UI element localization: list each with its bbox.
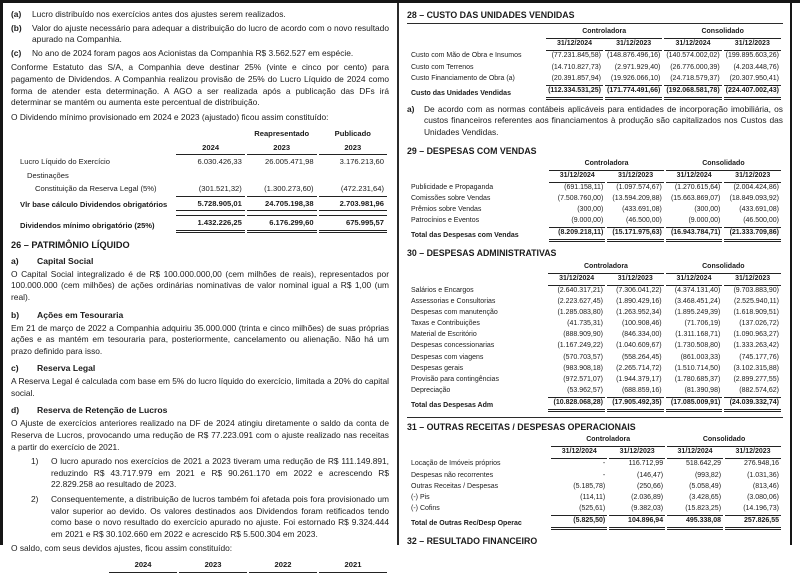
cell-value: (1.333.263,42) — [733, 342, 779, 350]
table-row — [409, 330, 781, 341]
cell-value: (4.203.448,76) — [733, 63, 779, 71]
cell-value: (9.703.883,90) — [733, 286, 779, 294]
group-header-row — [409, 27, 781, 39]
section-31-title: 31 – OUTRAS RECEITAS / DESPESAS OPERACIONAIS — [407, 417, 783, 432]
group-header-row — [17, 127, 387, 140]
fin-table — [407, 435, 783, 530]
cell-value: (472.231,64) — [340, 184, 384, 194]
cell-value: (1.040.609,67) — [616, 342, 662, 350]
table-row — [409, 74, 781, 85]
cell-value: (250,66) — [637, 482, 664, 490]
cell-value: (2.004.424,86) — [733, 183, 779, 191]
group-header: Consolidado — [666, 261, 781, 273]
table-row — [409, 515, 781, 530]
cell-value: 675.995,57 — [319, 215, 387, 232]
section-32-title: 32 – RESULTADO FINANCEIRO — [407, 536, 538, 547]
cell-value: (10.828.068,28) — [548, 397, 605, 412]
table-row — [409, 85, 781, 100]
row-label — [409, 447, 549, 459]
subsection-b-heading — [11, 310, 389, 320]
cell-value: (41.735,31) — [567, 320, 603, 328]
cell-value: (1.311.168,71) — [675, 331, 721, 339]
list-marker: (a) — [11, 9, 22, 19]
row-label: Dividendos mínimo obrigatório (25%) — [20, 221, 155, 231]
row-label: Despesas concessionarias — [411, 342, 495, 350]
cell-value: (1.263.952,34) — [616, 309, 662, 317]
table-row — [409, 297, 781, 308]
group-header: Consolidado — [666, 159, 781, 171]
column-header: 31/12/2023 — [724, 39, 781, 51]
row-label: Publicidade e Propaganda — [411, 183, 494, 191]
cell-value: (5.058,49) — [689, 482, 722, 490]
row-label: Custo com Terrenos — [411, 63, 474, 71]
column-header-row — [409, 39, 781, 51]
row-label: Despesas com viagens — [411, 353, 484, 361]
cell-value: (691.158,11) — [564, 183, 604, 191]
cell-value: (137.026,72) — [739, 320, 779, 328]
row-label: Locação de Imóveis próprios — [411, 460, 501, 468]
group-header: Controladora — [548, 261, 663, 273]
row-label: (-) Pis — [411, 493, 430, 501]
cell-value: 116.712,99 — [628, 460, 664, 468]
column-header-row — [409, 171, 781, 183]
paragraph-dividendo-minimo: O Dividendo mínimo provisionado em 2024 e 2023 (ajustado) ficou assim constituído: — [11, 111, 329, 122]
subsection-a-paragraph: O Capital Social integralizado é de R$ 100.000.000,00 (cem milhões de reais), representados por 100.000.000 (cem milhões) de ações ordinárias nominativas de valor nominal igual a R$ 1,00 (um real). — [11, 268, 389, 302]
column-header: 2021 — [319, 558, 387, 572]
cell-value: (3.102.315,88) — [733, 364, 779, 372]
cell-value: (24.718.579,37) — [670, 74, 720, 82]
cell-value: (171.774.491,66) — [605, 85, 662, 100]
subsection-d-heading — [11, 405, 389, 415]
column-header: 2023 — [179, 558, 247, 572]
cell-value: (53.962,57) — [567, 386, 603, 394]
cell-value: (813,46) — [752, 482, 779, 490]
table-row — [409, 482, 781, 493]
column-header: 2023 — [247, 141, 317, 155]
column-header-row — [17, 558, 387, 572]
row-label — [409, 39, 544, 51]
row-label: Provisão para contingências — [411, 375, 499, 383]
list-text: O lucro apurado nos exercícios de 2021 a 2023 tiveram uma redução de R$ 111.149.891, reduzindo R$ 43.717.979 em 2021 e R$ 90.261.170 em 2022 e acrescendo R$ 22.829.258 ao resultado de 2023. — [51, 456, 389, 490]
cell-value: 24.705.198,38 — [247, 196, 317, 211]
cell-value: (4.374.131,40) — [674, 286, 721, 294]
cell-value: (1.730.508,80) — [674, 342, 721, 350]
column-header: 31/12/2023 — [724, 171, 781, 183]
cell-value: (199.895.603,26) — [725, 52, 779, 60]
cell-value: (3.468.451,24) — [674, 297, 721, 305]
row-label: Assessorias e Consultorias — [411, 297, 496, 305]
row-label — [409, 274, 546, 286]
left-column — [3, 3, 399, 570]
cell-value: (846.334,00) — [621, 331, 662, 339]
table-row — [409, 504, 781, 515]
section-28-note — [407, 104, 783, 139]
cell-value — [247, 169, 317, 182]
subsection-marker: c) — [11, 363, 19, 374]
table-row — [17, 182, 387, 195]
cell-value: (300,00) — [577, 206, 604, 214]
cell-value: (2.640.317,21) — [557, 286, 603, 294]
group-header-row — [409, 435, 781, 447]
fin-table — [15, 127, 389, 232]
row-label — [409, 27, 544, 39]
group-header — [176, 127, 244, 140]
table-row — [409, 51, 781, 62]
cell-value: (2.223.627,45) — [557, 297, 603, 305]
row-label: Total de Outras Rec/Desp Operac — [411, 520, 522, 528]
cell-value: (46.500,00) — [743, 217, 779, 225]
cell-value: 276.948,16 — [743, 460, 779, 468]
column-header: 2024 — [176, 141, 244, 155]
column-header: 31/12/2023 — [609, 447, 665, 459]
despesas-administrativas-table — [407, 261, 783, 412]
cell-value: 2.703.981,96 — [319, 196, 387, 211]
cell-value: (148.876.496,16) — [607, 52, 661, 60]
cell-value: (2.265.714,72) — [616, 364, 662, 372]
section-30-title: 30 – DESPESAS ADMINISTRATIVAS — [407, 248, 557, 259]
table-row — [409, 286, 781, 297]
cell-value: (1.167.249,22) — [557, 342, 603, 350]
cell-value: 257.826,55 — [725, 515, 781, 530]
cell-value: 518.642,29 — [685, 460, 722, 468]
subsection-a-heading — [11, 256, 389, 266]
table-row — [17, 155, 387, 168]
cell-value: (688.859,16) — [621, 386, 662, 394]
row-label — [409, 159, 547, 171]
cell-value: (7.306.041,22) — [616, 286, 662, 294]
cell-value: (745.177,76) — [739, 353, 779, 361]
cell-value: 3.176.213,60 — [339, 157, 384, 167]
cell-value: (1.780.685,37) — [674, 375, 721, 383]
row-label — [409, 171, 547, 183]
cell-value: (861.003,33) — [680, 353, 721, 361]
row-label: Salários e Encargos — [411, 286, 474, 294]
cell-value: (8.209.218,11) — [549, 227, 605, 242]
table-row — [409, 375, 781, 386]
row-label: Destinações — [27, 170, 69, 180]
cell-value: (972.571,07) — [563, 375, 603, 383]
cell-value: (100.908,46) — [621, 320, 662, 328]
cell-value: (1.270.615,64) — [674, 183, 721, 191]
cell-value: (13.594.209,88) — [612, 195, 662, 203]
cell-value: (26.776.000,39) — [670, 63, 720, 71]
row-label: Material de Escritório — [411, 331, 477, 339]
table-row — [409, 319, 781, 330]
subsection-marker: d) — [11, 405, 20, 416]
cell-value: (1.890.429,16) — [616, 297, 662, 305]
column-header: 31/12/2024 — [546, 39, 603, 51]
group-header: Publicado — [334, 129, 371, 139]
column-header: 31/12/2023 — [725, 447, 781, 459]
table-row — [409, 216, 781, 227]
cell-value: (2.036,89) — [631, 493, 664, 501]
cell-value: (5.825,50) — [551, 515, 607, 530]
cell-value: (1.031,36) — [747, 471, 779, 479]
list-marker: 1) — [31, 456, 39, 467]
cell-value: (1.097.574,67) — [616, 183, 662, 191]
subsection-title: Ações em Tesouraria — [37, 309, 124, 320]
group-header: Consolidado — [664, 27, 781, 39]
row-label: Total das Despesas Adm — [411, 402, 494, 410]
list-text: Lucro distribuído nos exercícios antes dos ajustes serem realizados. — [32, 9, 286, 19]
subsection-marker: a) — [11, 255, 19, 266]
paragraph-estatuto: Conforme Estatuto das S/A, a Companhia deve destinar 25% (vinte e cinco por cento) para pagamento de Dividendos. A Companhia realizou provisão de 25% do Lucro Líquido de 2024 como forma de atender esta determinação. A AGO a ser realizada após a publicação das DFs irá determinar se mantém ou aumenta este percentual de distribuição. — [11, 62, 389, 108]
cell-value: (140.574.002,02) — [666, 52, 720, 60]
cell-value: (20.307.950,41) — [729, 74, 779, 82]
cell-value: (15.823,25) — [685, 504, 722, 512]
row-label — [17, 558, 107, 572]
cell-value: 6.030.426,33 — [197, 157, 242, 167]
numbered-item-2 — [31, 494, 389, 540]
table-row — [409, 470, 781, 481]
group-header: Controladora — [549, 159, 664, 171]
column-header: 31/12/2023 — [607, 171, 664, 183]
cell-value: (18.849.093,92) — [729, 195, 779, 203]
row-label: Constituição da Reserva Legal (5%) — [35, 184, 157, 194]
cell-value: (5.185,78) — [573, 482, 606, 490]
column-header: 31/12/2024 — [664, 39, 721, 51]
cell-value: (21.333.709,86) — [724, 227, 781, 242]
cell-value: (1.618.909,51) — [733, 309, 779, 317]
column-header: 31/12/2024 — [549, 171, 605, 183]
row-label: Depreciação — [411, 386, 451, 394]
table-row — [409, 459, 781, 470]
cell-value — [176, 169, 244, 182]
cell-value — [319, 169, 387, 182]
subsection-c-paragraph: A Reserva Legal é calculada com base em 5% do lucro líquido do exercício, limitada a 20% do capital social. — [11, 376, 389, 398]
cell-value: (17.905.492,35) — [607, 397, 664, 412]
column-header-row — [409, 447, 781, 459]
group-header: Controladora — [546, 27, 662, 39]
list-marker: (c) — [11, 47, 22, 58]
cell-value: (24.039.332,74) — [724, 397, 781, 412]
row-label: Vlr base cálculo Dividendos obrigatórios — [20, 199, 168, 209]
subsection-b-paragraph: Em 21 de março de 2022 a Companhia adquiriu 35.000.000 (trinta e cinco milhões) de suas próprias ações e as mantém em tesouraria para, posteriormente, cancelamento ou alienação. Não há um prazo definido para isso. — [11, 322, 389, 356]
cell-value: (1.090.963,27) — [733, 331, 779, 339]
right-column — [399, 3, 792, 545]
cell-value: 6.176.299,60 — [247, 215, 317, 232]
column-header: 31/12/2023 — [605, 39, 662, 51]
despesas-com-vendas-table — [407, 159, 783, 243]
cell-value: (15.171.975,63) — [607, 227, 664, 242]
cell-value: (1.895.249,39) — [674, 309, 721, 317]
cell-value: (1.285.083,80) — [557, 309, 603, 317]
cell-value: (9.000,00) — [688, 217, 721, 225]
numbered-item-1 — [31, 456, 389, 491]
years-header-table — [15, 558, 389, 572]
row-label: Despesas gerais — [411, 364, 464, 372]
fin-table — [407, 261, 783, 412]
custo-unidades-vendidas-table — [407, 27, 783, 100]
list-marker: (b) — [11, 22, 22, 33]
table-row — [409, 493, 781, 504]
cell-value: (1.944.379,17) — [616, 375, 662, 383]
table-row — [409, 62, 781, 73]
cell-value: (983.908,18) — [563, 364, 603, 372]
cell-value: - — [602, 460, 606, 468]
group-header: Controladora — [551, 435, 665, 447]
list-item-c — [11, 48, 389, 60]
fin-table — [407, 27, 783, 100]
cell-value: (9.382,03) — [631, 504, 664, 512]
cell-value: (993,82) — [694, 471, 722, 479]
table-row — [409, 194, 781, 205]
cell-value: (46.500,00) — [626, 217, 662, 225]
list-marker: a) — [407, 103, 415, 114]
cell-value: (114,11) — [580, 493, 606, 501]
table-row — [409, 205, 781, 216]
group-header-row — [409, 159, 781, 171]
cell-value: (2.971.929,40) — [614, 63, 661, 71]
row-label: Taxas e Contribuições — [411, 320, 480, 328]
cell-value: - — [602, 471, 606, 479]
cell-value: (192.068.581,78) — [664, 85, 721, 100]
column-header: 31/12/2023 — [607, 274, 664, 286]
row-label: Custo Financiamento de Obra (a) — [411, 74, 515, 82]
cell-value: 495.338,08 — [667, 515, 723, 530]
row-label: Custo das Unidades Vendidas — [411, 89, 511, 97]
paragraph-saldo: O saldo, com seus devidos ajustes, ficou assim constituído: — [11, 543, 233, 554]
column-header-row — [17, 141, 387, 155]
row-label — [409, 261, 546, 273]
fin-table — [407, 159, 783, 243]
subsection-title: Reserva Legal — [37, 363, 96, 374]
table-row — [409, 308, 781, 319]
cell-value: (112.334.531,25) — [546, 85, 603, 100]
section-26-title: 26 – PATRIMÔNIO LÍQUIDO — [11, 239, 130, 250]
row-label: Custo com Mão de Obra e Insumos — [411, 52, 522, 60]
cell-value: (20.391.857,94) — [551, 74, 601, 82]
table-row — [409, 183, 781, 194]
list-text: Valor do ajuste necessário para adequar a distribuição do lucro de acordo com o novo resultado apurado na Companhia. — [32, 22, 389, 45]
cell-value: 104.896,94 — [609, 515, 665, 530]
table-row — [409, 386, 781, 397]
row-label: Comissões sobre Vendas — [411, 195, 491, 203]
cell-value: (16.943.784,71) — [666, 227, 723, 242]
column-header: 31/12/2024 — [667, 447, 723, 459]
list-text: Consequentemente, a distribuição de lucros também foi afetada pois fora provisionado um valor superior ao devido. Os valores destinados aos Dividendos foram retificados tendo como base o novo resultado do exercício apurado no ajuste. Foi estornado R$ 9.324.444 em 2021 e R$ 30.102.660 em 2022 e acrescido R$ 5.500.304 em 2023. — [51, 494, 389, 539]
column-header: 2023 — [319, 141, 387, 155]
row-label: Prêmios sobre Vendas — [411, 206, 482, 214]
cell-value: 5.728.905,01 — [176, 196, 244, 211]
column-header: 31/12/2024 — [666, 171, 723, 183]
cell-value: (1.510.714,50) — [674, 364, 721, 372]
cell-value: (81.390,98) — [684, 386, 721, 394]
page-right-margin — [792, 3, 800, 545]
table-row — [17, 169, 387, 182]
section-29-title: 29 – DESPESAS COM VENDAS — [407, 145, 537, 156]
cell-value: (2.899.277,55) — [733, 375, 779, 383]
cell-value: (19.926.066,10) — [610, 74, 661, 82]
table-row — [409, 341, 781, 352]
column-header: 2024 — [109, 558, 177, 572]
table-row — [409, 352, 781, 363]
cell-value: (15.663.869,07) — [670, 195, 721, 203]
subsection-d-paragraph: O Ajuste de exercícios anteriores realizado na DF de 2024 atingiu diretamente o saldo da conta de Reserva de Lucros, provocando uma redução de R$ 77.223.091 com o ajuste realizado nas receitas a partir do exercício de 2021. — [11, 418, 389, 452]
row-label: Lucro Líquido do Exercício — [20, 157, 110, 167]
subsection-title: Capital Social — [37, 255, 94, 266]
column-header: 31/12/2023 — [724, 274, 781, 286]
row-label — [17, 141, 174, 155]
cell-value: (14.196,73) — [743, 504, 779, 512]
row-label — [17, 127, 174, 140]
list-item-b — [11, 23, 389, 46]
cell-value: (570.703,57) — [563, 353, 603, 361]
cell-value: (2.525.940,11) — [733, 297, 779, 305]
cell-value: (433.691,08) — [739, 206, 779, 214]
subsection-title: Reserva de Retenção de Lucros — [37, 405, 168, 416]
cell-value: 1.432.226,25 — [176, 215, 244, 232]
list-marker: 2) — [31, 494, 39, 505]
cell-value: 26.005.471,98 — [265, 157, 314, 167]
cell-value: (888.909,90) — [563, 331, 603, 339]
cell-value: (558.264,45) — [621, 353, 662, 361]
table-row — [409, 397, 781, 412]
row-label: Outras Receitas / Despesas — [411, 482, 499, 490]
cell-value: (71.706,19) — [684, 320, 721, 328]
subsection-marker: b) — [11, 309, 20, 320]
column-header: 31/12/2024 — [666, 274, 723, 286]
cell-value: (301.521,32) — [198, 184, 242, 194]
fin-table — [15, 558, 389, 572]
column-header: 2022 — [249, 558, 317, 572]
outras-receitas-despesas-table — [407, 435, 783, 530]
cell-value: (300,00) — [694, 206, 721, 214]
row-label: Despesas não recorrentes — [411, 471, 494, 479]
row-label: Despesas com manutenção — [411, 309, 498, 317]
cell-value: (224.407.002,43) — [724, 85, 781, 100]
group-header: Reapresentado — [254, 129, 310, 139]
list-item-a — [11, 9, 389, 21]
cell-value: (3.428,65) — [689, 493, 722, 501]
cell-value: (146,47) — [637, 471, 664, 479]
cell-value: (882.574,62) — [739, 386, 779, 394]
group-header-row — [409, 261, 781, 273]
cell-value: (1.300.273,60) — [264, 184, 314, 194]
cell-value: (9.000,00) — [571, 217, 604, 225]
table-row — [17, 215, 387, 232]
table-row — [409, 227, 781, 242]
group-header: Consolidado — [667, 435, 781, 447]
column-header: 31/12/2024 — [551, 447, 607, 459]
dividends-table — [15, 127, 389, 232]
cell-value: (7.508.760,00) — [557, 195, 604, 203]
row-label — [409, 435, 549, 447]
column-header: 31/12/2024 — [548, 274, 605, 286]
cell-value: (17.085.009,91) — [666, 397, 723, 412]
list-text: No ano de 2024 foram pagos aos Acionistas da Companhia R$ 3.562.527 em espécie. — [32, 47, 354, 58]
cell-value: (77.231.845,58) — [551, 52, 601, 60]
table-row — [17, 196, 387, 211]
table-row — [409, 364, 781, 375]
cell-value: (525,61) — [579, 504, 606, 512]
cell-value: (433.691,08) — [622, 206, 662, 214]
cell-value: (3.080,06) — [747, 493, 779, 501]
column-header-row — [409, 274, 781, 286]
row-label: (-) Cofins — [411, 504, 440, 512]
row-label: Patrocínios e Eventos — [411, 217, 480, 225]
section-28-title: 28 – CUSTO DAS UNIDADES VENDIDAS — [407, 10, 783, 24]
subsection-c-heading — [11, 363, 389, 373]
list-text: De acordo com as normas contábeis aplicáveis para entidades de incorporação imobiliária, os custos financeiros referentes aos financiamentos à produção são capitalizados nos Custos das Unidades Vendidas. — [424, 103, 783, 137]
cell-value: (14.710.827,73) — [551, 63, 601, 71]
row-label: Total das Despesas com Vendas — [411, 232, 519, 240]
